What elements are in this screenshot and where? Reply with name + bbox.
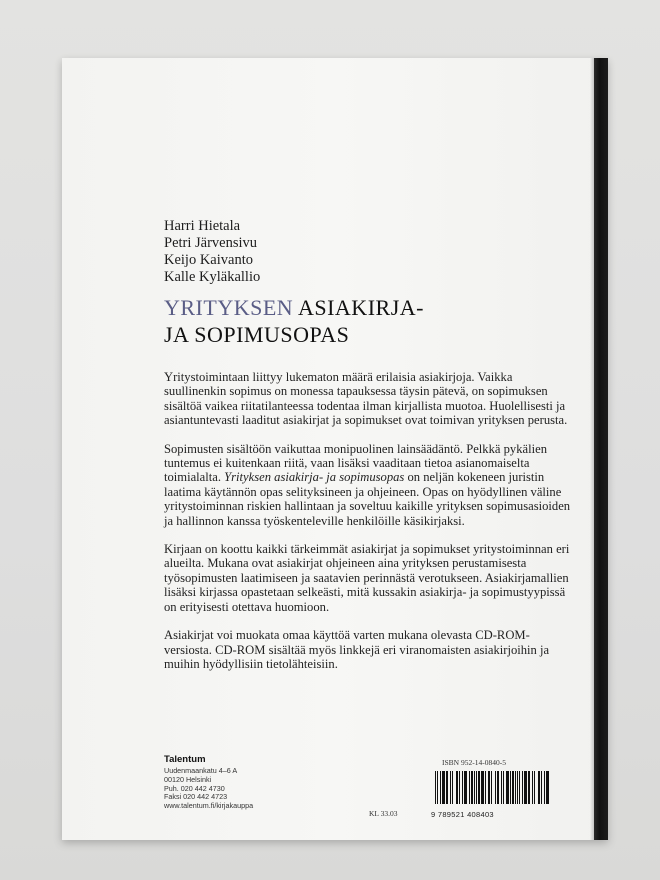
publisher-line: Puh. 020 442 4730: [164, 783, 225, 793]
classification-code: KL 33.03: [369, 809, 398, 818]
title-accent-word: YRITYKSEN: [164, 295, 294, 320]
blurb-paragraph: Kirjaan on koottu kaikki tärkeimmät asiakirjat ja sopimukset yritystoiminnan eri alueilta. Mukana ovat asiakirjat ohjeineen aina yrityksen perustamisesta työsopimusten laatimiseen ja saatavien perinnästä verotukseen. Asiakirjamallien lisäksi kirjassa opastetaan selkeästi, mitä kussakin asiakirja- ja sopimustyypissä on erityisesti otettava huomioon.: [164, 542, 570, 614]
title-line2: JA SOPIMUSOPAS: [164, 322, 350, 347]
title-line1-rest: ASIAKIRJA-: [297, 295, 424, 320]
barcode-icon: [433, 771, 551, 813]
author-name: Harri Hietala: [164, 218, 241, 234]
publisher-line: Faksi 020 442 4723: [164, 792, 228, 802]
book-spine: [594, 58, 608, 840]
author-name: Kalle Kyläkallio: [164, 269, 261, 285]
blurb-italic-title: Yrityksen asiakirja- ja sopimusopas: [224, 470, 405, 485]
blurb-paragraph: [164, 442, 574, 528]
blurb: [164, 370, 574, 671]
barcode-number: 9 789521 408403: [431, 810, 494, 819]
blurb-text: on neljän kokeneen juristin laatima käytännön opas selityksineen ja ohjeineen. Opas on hyödyllinen väline yritystoiminnan riskien hallintaan ja soveltuu kaikille yrityksen sopimusasioiden ja hallinnon kanssa työskenteleville henkilöille käsikirjaksi.: [164, 470, 571, 528]
barcode-block: [352, 771, 502, 821]
author-list: [164, 218, 574, 286]
blurb-paragraph: Yritystoimintaan liittyy lukematon määrä erilaisia asiakirjoja. Vaikka suullinenkin sopimus on monessa tapauksessa täysin pätevä, on sopimuksen sisältöä vaikea riitatilanteessa todentaa ilman kirjallista muotoa. Huolellisesti ja asiantuntevasti laaditut asiakirjat ja sopimukset ovat toimivan yrityksen perusta.: [164, 370, 568, 428]
publisher-info: [164, 753, 253, 811]
author-name: Petri Järvensivu: [164, 235, 258, 251]
blurb-text: Sopimusten sisältöön vaikuttaa monipuolinen lainsäädäntö. Pelkkä pykälien tuntemus ei kuitenkaan riitä, vaan lisäksi vaaditaan tietoa asianomaiselta toimialalta.: [164, 441, 547, 485]
book-back-cover: [62, 58, 608, 840]
publisher-line: www.talentum.fi/kirjakauppa: [164, 801, 254, 811]
publisher-name: Talentum: [164, 754, 206, 765]
publisher-line: 00120 Helsinki: [164, 774, 212, 784]
isbn: ISBN 952-14-0840-5: [442, 758, 506, 767]
author-name: Keijo Kaivanto: [164, 252, 253, 268]
blurb-paragraph: Asiakirjat voi muokata omaa käyttöä varten mukana olevasta CD-ROM-versiosta. CD-ROM sisältää myös linkkejä eri viranomaisten asiakirjoihin ja muihin hyödyllisiin tietolähteisiin.: [164, 628, 550, 671]
publisher-line: Uudenmaankatu 4–6 A: [164, 766, 238, 775]
cover-content: [164, 58, 574, 685]
book-title: [164, 294, 574, 348]
